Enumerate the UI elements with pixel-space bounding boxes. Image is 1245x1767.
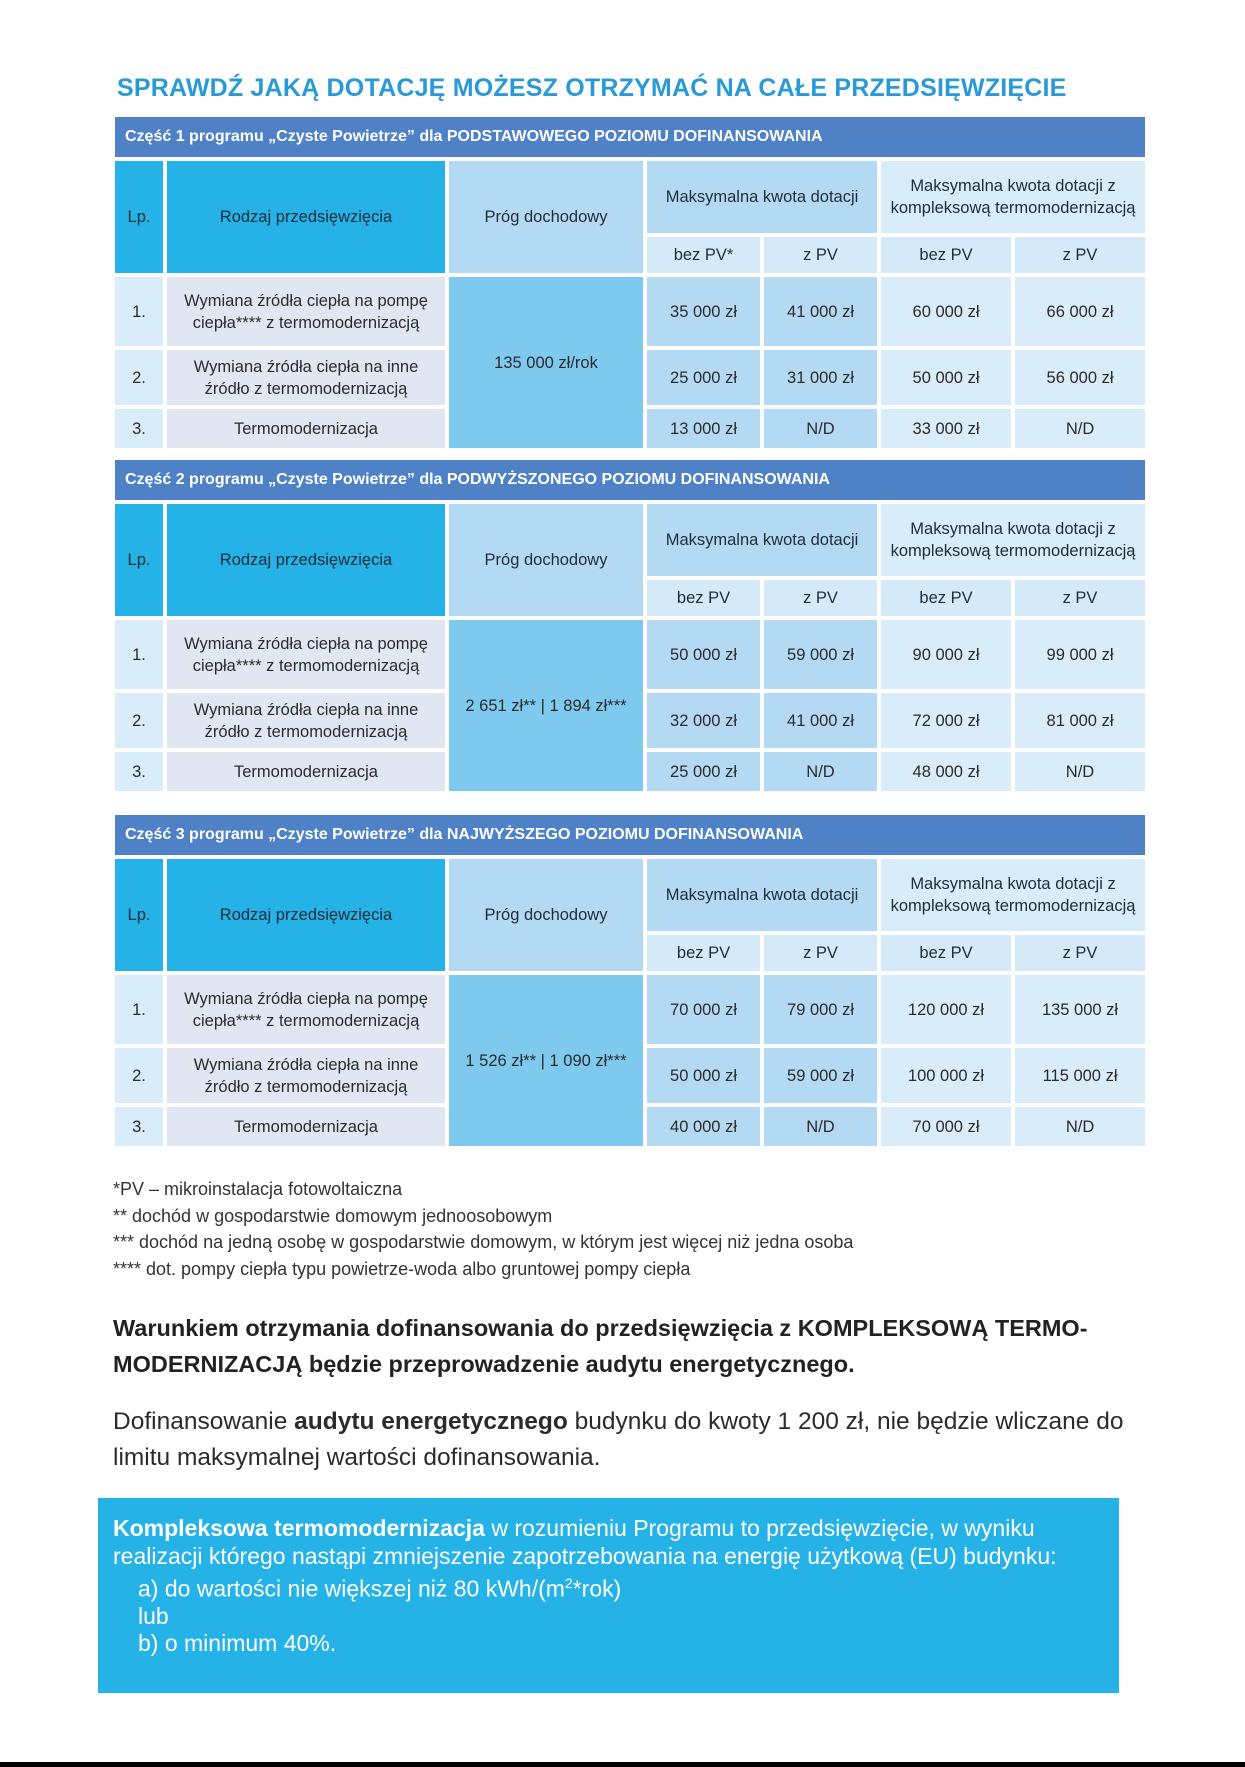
subheader-z-pv: z PV (1015, 935, 1145, 971)
grant-amount: 100 000 zł (881, 1048, 1011, 1103)
row-number: 1. (115, 277, 163, 346)
audit-note (113, 1404, 1133, 1476)
grant-amount: 31 000 zł (764, 350, 877, 405)
grant-amount: 35 000 zł (647, 277, 760, 346)
subheader-bez-pv: bez PV (647, 580, 760, 616)
header-type: Rodzaj przedsięwzięcia (167, 161, 445, 273)
grant-amount: 70 000 zł (647, 975, 760, 1044)
grant-amount: 115 000 zł (1015, 1048, 1145, 1103)
grant-amount: 79 000 zł (764, 975, 877, 1044)
grant-amount: 48 000 zł (881, 752, 1011, 791)
grant-amount: 120 000 zł (881, 975, 1011, 1044)
grant-amount: 56 000 zł (1015, 350, 1145, 405)
subheader-z-pv: z PV (764, 237, 877, 273)
grant-amount: N/D (764, 752, 877, 791)
table-row (115, 277, 1145, 346)
grant-amount: 59 000 zł (764, 1048, 877, 1103)
audit-note-post: budynku do kwoty 1 200 zł, nie będzie wliczane do limitu maksymalnej wartości dofinansowania. (113, 1408, 1124, 1471)
header-max-grant: Maksymalna kwota dotacji (647, 859, 877, 931)
header-lp: Lp. (115, 504, 163, 616)
table-title: Część 3 programu „Czyste Powietrze” dla NAJWYŻSZEGO POZIOMU DOFINANSOWANIA (115, 815, 1145, 855)
row-number: 2. (115, 350, 163, 405)
grant-amount: N/D (1015, 409, 1145, 448)
grant-amount: 50 000 zł (647, 1048, 760, 1103)
grant-amount: 40 000 zł (647, 1107, 760, 1146)
income-threshold: 2 651 zł** | 1 894 zł*** (449, 620, 643, 791)
header-max-grant-thermo: Maksymalna kwota dotacji z kompleksową termomodernizacją (881, 504, 1145, 576)
row-type: Wymiana źródła ciepła na inne źródło z termomodernizacją (167, 350, 445, 405)
grant-table-3 (111, 811, 1149, 1150)
row-number: 2. (115, 693, 163, 748)
row-number: 1. (115, 975, 163, 1044)
header-max-grant: Maksymalna kwota dotacji (647, 504, 877, 576)
grant-amount: 72 000 zł (881, 693, 1011, 748)
grant-amount: N/D (764, 409, 877, 448)
income-threshold: 1 526 zł** | 1 090 zł*** (449, 975, 643, 1146)
header-threshold: Próg dochodowy (449, 859, 643, 971)
subheader-bez-pv: bez PV (881, 935, 1011, 971)
grant-amount: 59 000 zł (764, 620, 877, 689)
grant-amount: 50 000 zł (647, 620, 760, 689)
footnote-single: ** dochód w gospodarstwie domowym jednoosobowym (113, 1205, 553, 1226)
income-threshold: 135 000 zł/rok (449, 277, 643, 448)
grant-amount: N/D (1015, 1107, 1145, 1146)
header-type: Rodzaj przedsięwzięcia (167, 504, 445, 616)
header-threshold: Próg dochodowy (449, 504, 643, 616)
row-number: 3. (115, 752, 163, 791)
definition-or: lub (138, 1602, 169, 1629)
footnote-pv: *PV – mikroinstalacja fotowoltaiczna (113, 1179, 403, 1199)
row-type: Termomodernizacja (167, 409, 445, 448)
grant-amount: 135 000 zł (1015, 975, 1145, 1044)
grant-amount: 81 000 zł (1015, 693, 1145, 748)
subheader-bez-pv: bez PV (881, 580, 1011, 616)
grant-table-1 (111, 113, 1149, 452)
header-max-grant: Maksymalna kwota dotacji (647, 161, 877, 233)
row-type: Termomodernizacja (167, 1107, 445, 1146)
definition-list (113, 1570, 1105, 1657)
subheader-z-pv: z PV (1015, 237, 1145, 273)
definition-box (98, 1498, 1119, 1693)
header-max-grant-thermo: Maksymalna kwota dotacji z kompleksową termomodernizacją (881, 161, 1145, 233)
row-type: Wymiana źródła ciepła na inne źródło z termomodernizacją (167, 1048, 445, 1103)
row-number: 2. (115, 1048, 163, 1103)
table-title: Część 2 programu „Czyste Powietrze” dla PODWYŻSZONEGO POZIOMU DOFINANSOWANIA (115, 460, 1145, 500)
row-type: Termomodernizacja (167, 752, 445, 791)
table-title: Część 1 programu „Czyste Powietrze” dla PODSTAWOWEGO POZIOMU DOFINANSOWANIA (115, 117, 1145, 157)
subheader-bez-pv: bez PV (881, 237, 1011, 273)
footnote-heatpump: **** dot. pompy ciepła typu powietrze-woda albo gruntowej pompy ciepła (113, 1258, 691, 1279)
condition-note: Warunkiem otrzymania dofinansowania do przedsięwzięcia z KOMPLEKSOWĄ TERMO-MODERNIZACJĄ będzie przeprowadzenie audytu energetycznego. (113, 1315, 1088, 1377)
subheader-z-pv: z PV (1015, 580, 1145, 616)
grant-amount: N/D (1015, 752, 1145, 791)
grant-amount: 25 000 zł (647, 752, 760, 791)
grant-amount: 50 000 zł (881, 350, 1011, 405)
bottom-rule (0, 1762, 1245, 1767)
grant-table-2 (111, 456, 1149, 795)
row-type: Wymiana źródła ciepła na pompę ciepła**** z termomodernizacją (167, 975, 445, 1044)
row-type: Wymiana źródła ciepła na inne źródło z termomodernizacją (167, 693, 445, 748)
grant-amount: 99 000 zł (1015, 620, 1145, 689)
grant-amount: 13 000 zł (647, 409, 760, 448)
definition-body: w rozumieniu Programu to przedsięwzięcie, w wyniku realizacji którego nastąpi zmniejszenie zapotrzebowania na energię użytkową (EU) budynku: (113, 1515, 1057, 1569)
subheader-bez-pv: bez PV (647, 935, 760, 971)
grant-amount: 70 000 zł (881, 1107, 1011, 1146)
audit-note-bold: audytu energetycznego (294, 1408, 568, 1435)
grant-amount: 41 000 zł (764, 693, 877, 748)
page-title: SPRAWDŹ JAKĄ DOTACJĘ MOŻESZ OTRZYMAĆ NA CAŁE PRZEDSIĘWZIĘCIE (117, 74, 1067, 102)
grant-amount: 32 000 zł (647, 693, 760, 748)
grant-amount: 66 000 zł (1015, 277, 1145, 346)
definition-text (113, 1514, 1105, 1570)
definition-term: Kompleksowa termomodernizacja (113, 1515, 485, 1541)
row-number: 3. (115, 409, 163, 448)
table-row (115, 620, 1145, 689)
header-threshold: Próg dochodowy (449, 161, 643, 273)
header-lp: Lp. (115, 859, 163, 971)
table-row (115, 975, 1145, 1044)
subheader-bez-pv: bez PV* (647, 237, 760, 273)
header-max-grant-thermo: Maksymalna kwota dotacji z kompleksową termomodernizacją (881, 859, 1145, 931)
grant-amount: 60 000 zł (881, 277, 1011, 346)
grant-amount: 33 000 zł (881, 409, 1011, 448)
definition-item-a: a) do wartości nie większej niż 80 kWh/$(m^2*rok)$ (138, 1575, 622, 1602)
subheader-z-pv: z PV (764, 935, 877, 971)
header-lp: Lp. (115, 161, 163, 273)
footnotes (113, 1176, 853, 1282)
row-type: Wymiana źródła ciepła na pompę ciepła**** z termomodernizacją (167, 277, 445, 346)
grant-amount: 90 000 zł (881, 620, 1011, 689)
row-number: 3. (115, 1107, 163, 1146)
audit-note-pre: Dofinansowanie (113, 1408, 295, 1435)
header-type: Rodzaj przedsięwzięcia (167, 859, 445, 971)
grant-amount: N/D (764, 1107, 877, 1146)
footnote-multi: *** dochód na jedną osobę w gospodarstwie domowym, w którym jest więcej niż jedna osoba (113, 1232, 854, 1252)
grant-amount: 25 000 zł (647, 350, 760, 405)
subheader-z-pv: z PV (764, 580, 877, 616)
definition-item-b: b) o minimum 40%. (138, 1629, 337, 1656)
grant-amount: 41 000 zł (764, 277, 877, 346)
row-type: Wymiana źródła ciepła na pompę ciepła**** z termomodernizacją (167, 620, 445, 689)
row-number: 1. (115, 620, 163, 689)
